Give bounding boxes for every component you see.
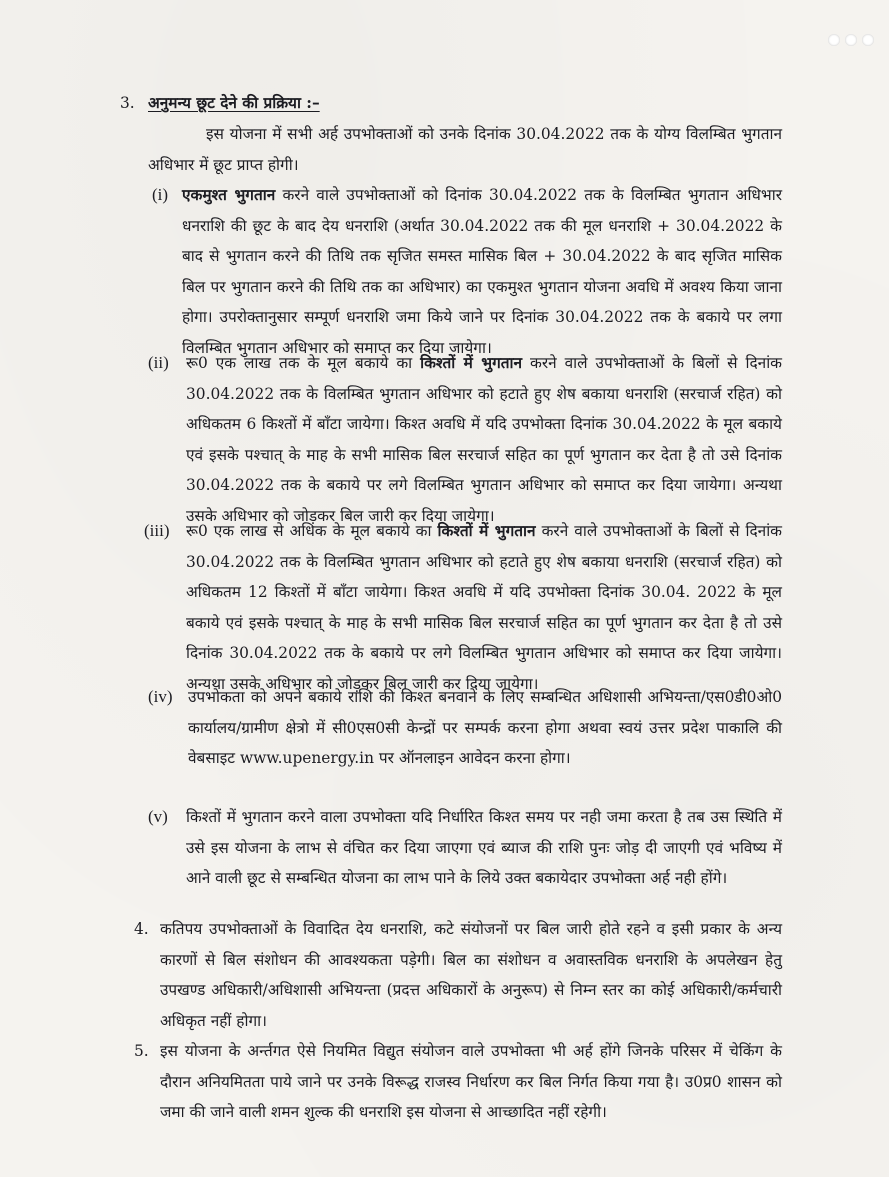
punch-hole-2 (845, 34, 857, 46)
section-4-number: 4. (134, 920, 149, 938)
section-4-text: कतिपय उपभोक्ताओं के विवादित देय धनराशि, कटे संयोजनों पर बिल जारी होते रहने व इसी प्रकार के अन्य कारणों से बिल संशोधन की आवश्यकता पड़ेगी। बिल का संशोधन व अवास्तविक धनराशि के अपलेखन हेतु उपखण्ड अधिकारी/अधिशासी अभियन्ता (प्रदत्त अधिकारों के अनुरूप) से निम्न स्तर का कोई अधिकारी/कर्मचारी अधिकृत नहीं होगा। (160, 920, 782, 1030)
section-5-text: इस योजना के अर्न्तगत ऐसे नियमित विद्युत संयोजन वाले उपभोक्ता भी अर्ह होंगे जिनके परिसर में चेकिंग के दौरान अनियमितता पाये जाने पर उनके विरूद्ध राजस्व निर्धारण कर बिल निर्गत किया गया है। उ0प्र0 शासन को जमा की जाने वाली शमन शुल्क की धनराशि इस योजना से आच्छादित नहीं रहेगी। (160, 1042, 782, 1122)
item-i-rest: करने वाले उपभोक्ताओं को दिनांक 30.04.2022 तक के विलम्बित भुगतान अधिभार धनराशि की छूट के बाद देय धनराशि (अर्थात 30.04.2022 तक की मूल धनराशि + 30.04.2022 के बाद से भुगतान करने की तिथि तक सृजित समस्त मासिक बिल + 30.04.2022 के बाद सृजित मासिक बिल पर भुगतान करने की तिथि तक का अधिभार) का एकमुश्त भुगतान योजना अवधि में अवश्य किया जाना होगा। उपरोक्तानुसार सम्पूर्ण धनराशि जमा किये जाने पर दिनांक 30.04.2022 तक के बकाये पर लगा विलम्बित भुगतान अधिभार को समाप्त कर दिया जायेगा। (182, 186, 782, 357)
item-ii-text (186, 348, 782, 532)
punch-hole-1 (828, 34, 840, 46)
item-iii-rest: करने वाले उपभोक्ताओं के बिलों से दिनांक 30.04.2022 तक के विलम्बित भुगतान अधिभार को हटाते हुए शेष बकाया धनराशि (सरचार्ज रहित) को अधिकतम 12 किश्तों में बाँटा जायेगा। किश्त अवधि में यदि उपभोक्ता दिनांक 30.04. 2022 के मूल बकाये एवं इसके पश्चात् के माह के सभी मासिक बिल सरचार्ज सहित का पूर्ण भुगतान कर देता है तो उसे दिनांक 30.04.2022 तक के बकाये पर लगे विलम्बित भुगतान अधिभार को समाप्त कर दिया जायेगा। अन्यथा उसके अधिभार को जोड़कर बिल जारी कर दिया जायेगा। (186, 522, 783, 693)
item-i-text (182, 180, 782, 364)
item-v-label: (v) (148, 807, 168, 826)
section-3-intro: इस योजना में सभी अर्ह उपभोक्ताओं को उनके दिनांक 30.04.2022 तक के योग्य विलम्बित भुगतान अधिभार में छूट प्राप्त होगी। (148, 125, 782, 174)
item-i-bold: एकमुश्त भुगतान (182, 186, 276, 204)
item-v-text: किश्तों में भुगतान करने वाला उपभोक्ता यदि निर्धारित किश्त समय पर नही जमा करता है तब उस स्थिति में उसे इस योजना के लाभ से वंचित कर दिया जाएगा एवं ब्याज की राशि पुनः जोड़ दी जाएगी एवं भविष्य में आने वाली छूट से सम्बन्धित योजना का लाभ पाने के लिये उक्त बकायेदार उपभोक्ता अर्ह नही होंगे। (186, 808, 782, 888)
section-3-number: 3. (120, 94, 135, 112)
item-iv-label: (iv) (148, 687, 173, 706)
item-ii-pre: रू0 एक लाख तक के मूल बकाये का (186, 354, 421, 372)
punch-hole-3 (862, 34, 874, 46)
section-5-number: 5. (134, 1042, 149, 1060)
item-ii-label: (ii) (148, 353, 169, 372)
item-iv-text: उपभोकता को अपने बकाये राशि की किश्त बनवाने के लिए सम्बन्धित अधिशासी अभियन्ता/एस0डी0ओ0 कार्यालय/ग्रामीण क्षेत्रो में सी0एस0सी केन्द्रों पर सम्पर्क करना होगा अथवा स्वयं उत्तर प्रदेश पाकालि की वेबसाइट www.upenergy.in पर ऑनलाइन आवेदन करना होगा। (188, 688, 782, 768)
item-i-label: (i) (152, 185, 169, 204)
item-ii-bold: किश्तों में भुगतान (420, 354, 523, 372)
section-3-heading: अनुमन्य छूट देने की प्रक्रिया :– (148, 94, 320, 112)
item-ii-rest: करने वाले उपभोक्ताओं के बिलों से दिनांक 30.04.2022 तक के विलम्बित भुगतान अधिभार को हटाते हुए शेष बकाया धनराशि (सरचार्ज रहित) को अधिकतम 6 किश्तों में बाँटा जायेगा। किश्त अवधि में यदि उपभोक्ता दिनांक 30.04.2022 के मूल बकाये एवं इसके पश्चात् के माह के सभी मासिक बिल सरचार्ज सहित का पूर्ण भुगतान कर देता है तो उसे दिनांक 30.04.2022 तक के बकाये पर लगे विलम्बित भुगतान अधिभार को समाप्त कर दिया जायेगा। अन्यथा उसके अधिभार को जोड़कर बिल जारी कर दिया जायेगा। (186, 354, 783, 525)
item-iii-text (186, 516, 782, 700)
item-iii-pre: रू0 एक लाख से अधिक के मूल बकाये का (186, 522, 438, 540)
item-iii-label: (iii) (144, 521, 170, 540)
item-iii-bold: किश्तों में भुगतान (437, 522, 536, 540)
